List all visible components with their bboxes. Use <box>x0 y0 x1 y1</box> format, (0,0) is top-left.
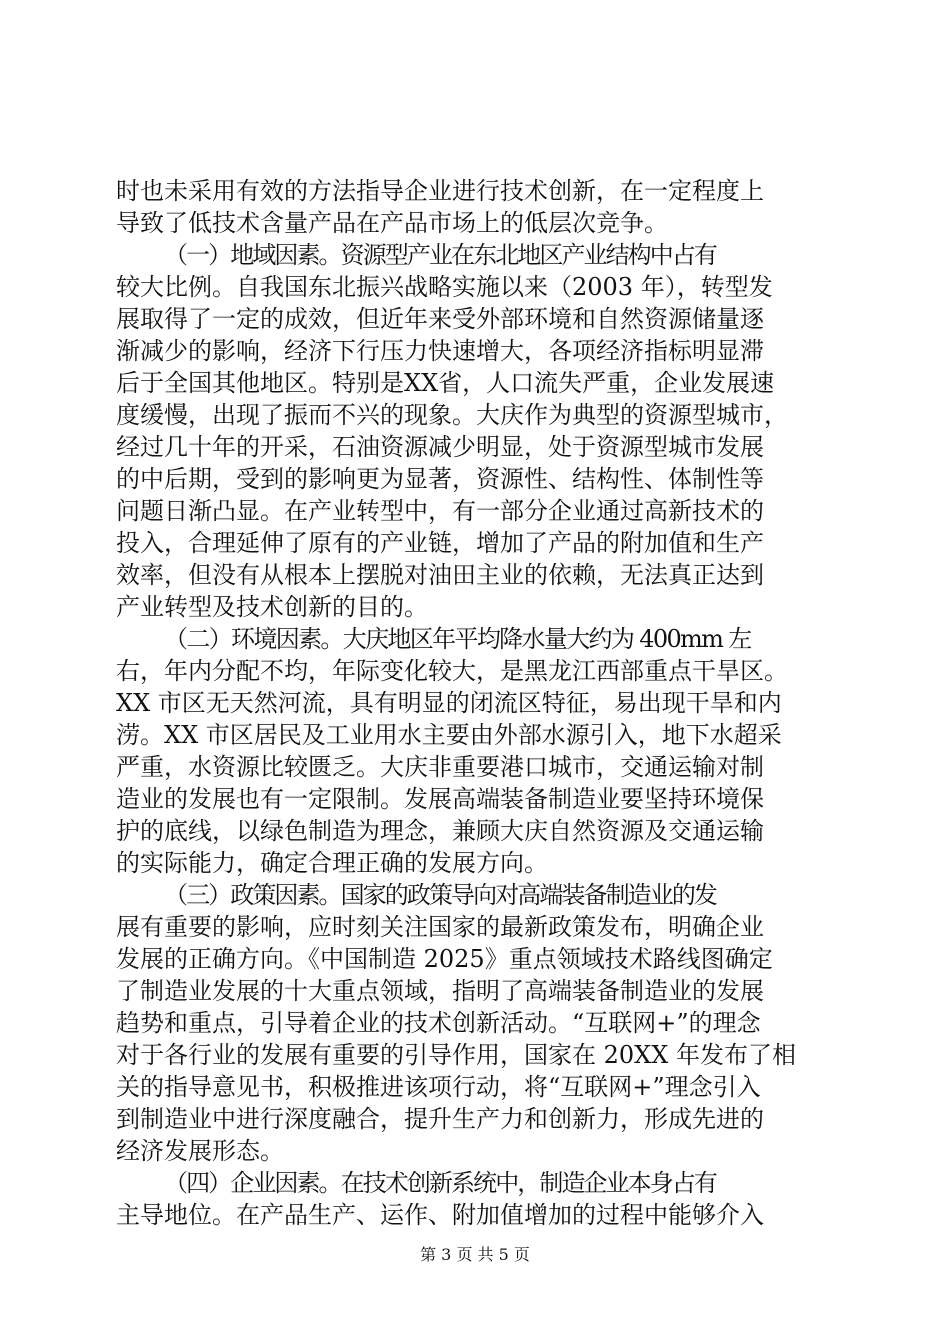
text-line: 到制造业中进行深度融合，提升生产力和创新力，形成先进的 <box>116 1105 764 1133</box>
text-line: 关的指导意见书，积极推进该项行动，将“互联网+”理念引入 <box>116 1073 761 1101</box>
text-line: 投入，合理延伸了原有的产业链，增加了产品的附加值和生产 <box>116 529 764 557</box>
text-line: 后于全国其他地区。特别是XX省，人口流失严重，企业发展速 <box>116 369 775 397</box>
text-line: 对于各行业的发展有重要的引导作用，国家在 20XX 年发布了相 <box>116 1041 796 1069</box>
paragraph-heading-3: （三）政策因素。国家的政策导向对高端装备制造业的发 <box>164 881 716 909</box>
text-line: 右，年内分配不均，年际变化较大，是黑龙江西部重点干旱区。 <box>116 657 788 685</box>
text-line: 较大比例。自我国东北振兴战略实施以来（2003 年），转型发 <box>116 273 773 301</box>
page-footer: 第 3 页 共 5 页 <box>420 1245 530 1264</box>
text-line: XX 市区无天然河流，具有明显的闭流区特征，易出现干旱和内 <box>116 689 782 717</box>
text-line: 经过几十年的开采，石油资源减少明显，处于资源型城市发展 <box>116 433 764 461</box>
text-line: 时也未采用有效的方法指导企业进行技术创新，在一定程度上 <box>116 177 764 205</box>
text-line: 问题日渐凸显。在产业转型中，有一部分企业通过高新技术的 <box>116 497 764 525</box>
text-line: 导致了低技术含量产品在产品市场上的低层次竞争。 <box>116 209 668 237</box>
text-line: 的实际能力，确定合理正确的发展方向。 <box>116 849 548 877</box>
text-line: 展取得了一定的成效，但近年来受外部环境和自然资源储量逐 <box>116 305 764 333</box>
text-line: 度缓慢，出现了振而不兴的现象。大庆作为典型的资源型城市， <box>116 401 788 429</box>
text-line: 经济发展形态。 <box>116 1137 284 1165</box>
text-line: 造业的发展也有一定限制。发展高端装备制造业要坚持环境保 <box>116 785 764 813</box>
text-line: 护的底线，以绿色制造为理念，兼顾大庆自然资源及交通运输 <box>116 817 764 845</box>
paragraph-heading-1: （一）地域因素。资源型产业在东北地区产业结构中占有 <box>164 241 716 269</box>
text-line: 趋势和重点，引导着企业的技术创新活动。“互联网+”的理念 <box>116 1009 761 1037</box>
text-line: 了制造业发展的十大重点领域，指明了高端装备制造业的发展 <box>116 977 764 1005</box>
text-line: 展有重要的影响，应时刻关注国家的最新政策发布，明确企业 <box>116 913 764 941</box>
text-line: 产业转型及技术创新的目的。 <box>116 593 428 621</box>
text-line: 的中后期，受到的影响更为显著，资源性、结构性、体制性等 <box>116 465 764 493</box>
text-line: 发展的正确方向。《中国制造 2025》重点领域技术路线图确定 <box>116 945 773 973</box>
paragraph-heading-4: （四）企业因素。在技术创新系统中，制造企业本身占有 <box>164 1169 716 1197</box>
text-line: 严重，水资源比较匮乏。大庆非重要港口城市，交通运输对制 <box>116 753 764 781</box>
text-line: 渐减少的影响，经济下行压力快速增大，各项经济指标明显滞 <box>116 337 764 365</box>
paragraph-heading-2: （二）环境因素。大庆地区年平均降水量大约为 400mm 左 <box>164 625 751 653</box>
text-line: 涝。XX 市区居民及工业用水主要由外部水源引入，地下水超采 <box>116 721 782 749</box>
text-line: 效率，但没有从根本上摆脱对油田主业的依赖，无法真正达到 <box>116 561 764 589</box>
text-line: 主导地位。在产品生产、运作、附加值增加的过程中能够介入 <box>116 1201 764 1229</box>
